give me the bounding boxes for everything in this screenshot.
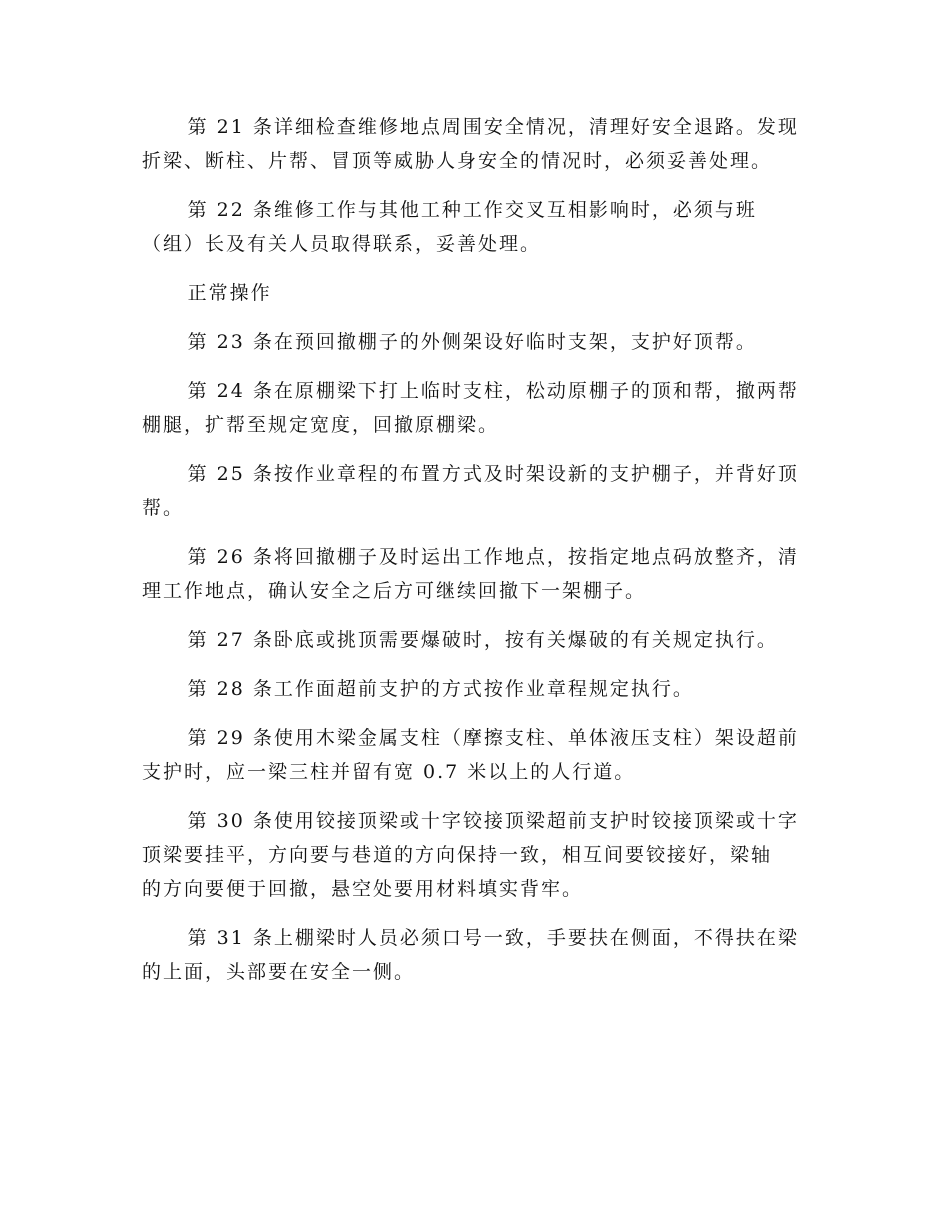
text-line: 棚腿，扩帮至规定宽度，回撤原棚梁。 [142, 414, 500, 436]
paragraph-article-22 [142, 193, 814, 261]
paragraph-article-25 [142, 457, 814, 525]
text-line: 第 28 条工作面超前支护的方式按作业章程规定执行。 [187, 678, 694, 700]
text-line: 理工作地点，确认安全之后方可继续回撤下一架棚子。 [142, 580, 647, 602]
paragraph-article-29 [142, 721, 814, 789]
text-line: 第 25 条按作业章程的布置方式及时架设新的支护棚子，并背好顶 [187, 463, 799, 485]
text-line: 的上面，头部要在安全一侧。 [142, 961, 416, 983]
text-line: （组）长及有关人员取得联系，妥善处理。 [142, 233, 542, 255]
paragraph-article-23 [142, 325, 814, 359]
paragraph-article-21 [142, 110, 814, 178]
paragraph-article-31 [142, 921, 814, 989]
text-line: 顶梁要挂平，方向要与巷道的方向保持一致，相互间要铰接好，梁轴 [142, 844, 773, 866]
text-line: 正常操作 [187, 282, 272, 304]
paragraph-article-27 [142, 623, 814, 657]
document-body [142, 110, 814, 1004]
text-line: 第 27 条卧底或挑顶需要爆破时，按有关爆破的有关规定执行。 [187, 629, 778, 651]
paragraph-article-24 [142, 374, 814, 442]
paragraph-article-30 [142, 804, 814, 906]
text-line: 第 26 条将回撤棚子及时运出工作地点，按指定地点码放整齐，清 [187, 546, 799, 568]
paragraph-article-26 [142, 540, 814, 608]
text-line: 第 30 条使用铰接顶梁或十字铰接顶梁超前支护时铰接顶梁或十字 [187, 810, 799, 832]
section-heading-normal-operation [142, 276, 814, 310]
text-line: 帮。 [142, 497, 185, 519]
text-line: 第 22 条维修工作与其他工种工作交叉互相影响时，必须与班 [187, 199, 757, 221]
text-line: 第 23 条在预回撤棚子的外侧架设好临时支架，支护好顶帮。 [187, 331, 757, 353]
text-line: 的方向要便于回撤，悬空处要用材料填实背牢。 [142, 878, 584, 900]
text-line: 第 21 条详细检查维修地点周围安全情况，清理好安全退路。发现 [187, 116, 799, 138]
text-line: 第 24 条在原棚梁下打上临时支柱，松动原棚子的顶和帮，撤两帮 [187, 380, 799, 402]
text-line: 折梁、断柱、片帮、冒顶等威胁人身安全的情况时，必须妥善处理。 [142, 150, 773, 172]
paragraph-article-28 [142, 672, 814, 706]
text-line: 支护时，应一梁三柱并留有宽 0.7 米以上的人行道。 [142, 761, 636, 783]
text-line: 第 29 条使用木梁金属支柱（摩擦支柱、单体液压支柱）架设超前 [187, 727, 799, 749]
text-line: 第 31 条上棚梁时人员必须口号一致，手要扶在侧面，不得扶在梁 [187, 927, 799, 949]
